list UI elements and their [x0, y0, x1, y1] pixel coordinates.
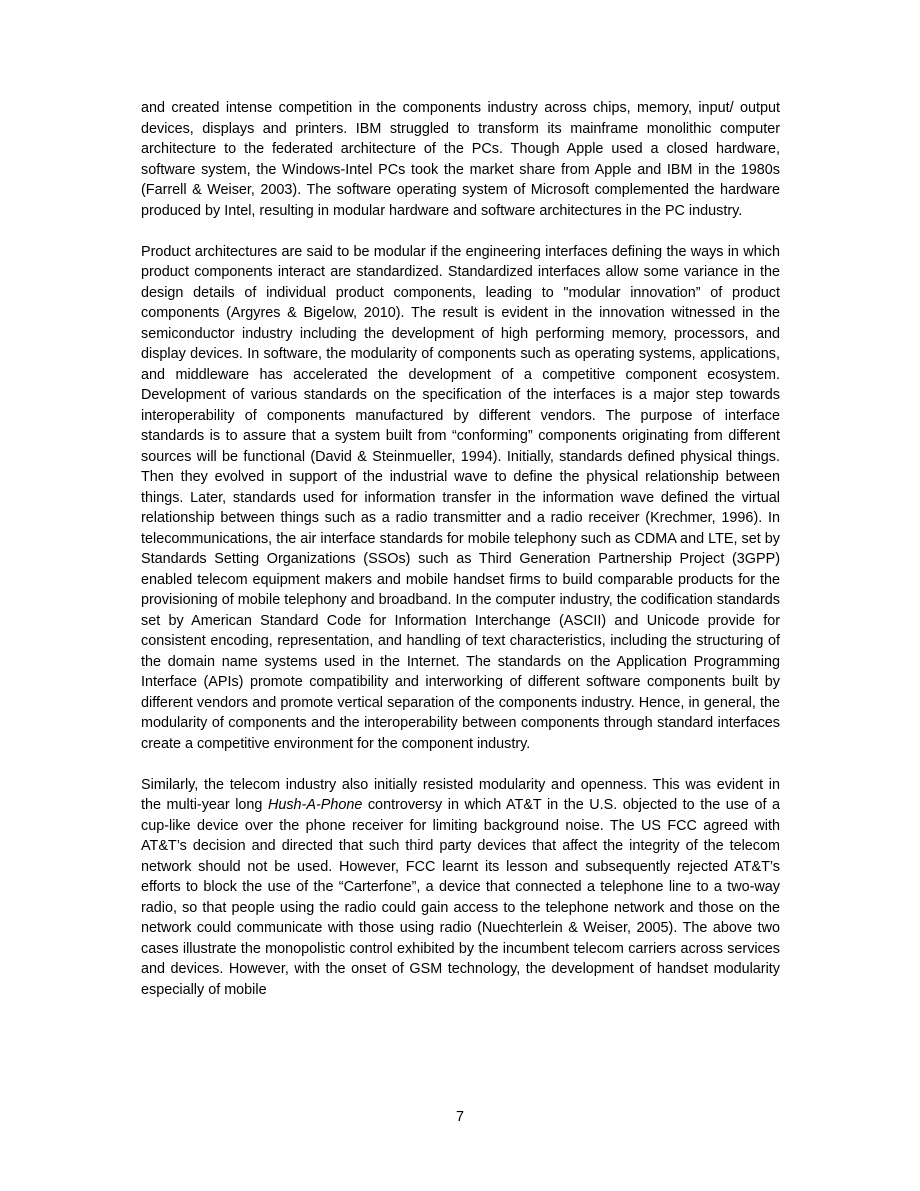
paragraph-telecom-modularity	[141, 775, 780, 1001]
paragraph-modular-architectures: Product architectures are said to be modular if the engineering interfaces defining the ways in which product components interact are standardized. Standardized interfaces allow some variance in the design details of individual product components, leading to "modular innovation” of product components (Argyres & Bigelow, 2010). The result is evident in the innovation witnessed in the semiconductor industry including the development of high performing memory, processors, and display devices. In software, the modularity of components such as operating systems, applications, and middleware has accelerated the development of a competitive component ecosystem. Development of various standards on the specification of the interfaces is a major step towards interoperability of components manufactured by different vendors. The purpose of interface standards is to assure that a system built from “conforming” components originating from different sources will be functional (David & Steinmueller, 1994). Initially, standards defined physical things. Then they evolved in support of the industrial wave to define the physical relationship between things. Later, standards used for information transfer in the information wave defined the virtual relationship between things such as a radio transmitter and a radio receiver (Krechmer, 1996). In telecommunications, the air interface standards for mobile telephony such as CDMA and LTE, set by Standards Setting Organizations (SSOs) such as Third Generation Partnership Project (3GPP) enabled telecom equipment makers and mobile handset firms to build comparable products for the provisioning of mobile telephony and broadband. In the computer industry, the codification standards set by American Standard Code for Information Interchange (ASCII) and Unicode provide for consistent encoding, representation, and handling of text characteristics, including the structuring of the domain name systems used in the Internet. The standards on the Application Programming Interface (APIs) promote compatibility and interworking of different software components built by different vendors and promote vertical separation of the components industry. Hence, in general, the modularity of components and the interoperability between components through standard interfaces create a competitive environment for the component industry.	[141, 243, 780, 752]
paragraph-pc-industry: and created intense competition in the components industry across chips, memory, input/ output devices, displays and printers. IBM struggled to transform its mainframe monolithic computer architecture to the federated architecture of the PCs. Though Apple used a closed hardware, software system, the Windows-Intel PCs took the market share from Apple and IBM in the 1980s (Farrell & Weiser, 2003). The software operating system of Microsoft complemented the hardware produced by Intel, resulting in modular hardware and software architectures in the PC industry.	[141, 100, 780, 219]
hush-a-phone-emphasis: Hush-A-Phone	[267, 797, 363, 813]
paragraph-text-after: controversy in which AT&T in the U.S. objected to the use of a cup-like device over the phone receiver for limiting background noise. The US FCC agreed with AT&T’s decision and directed that such third party devices that affect the integrity of the telecom network should not be used. However, FCC learnt its lesson and subsequently rejected AT&T’s efforts to block the use of the “Carterfone”, a device that connected a telephone line to a two-way radio, so that people using the radio could gain access to the telephone network and those on the network could communicate with those using radio (Nuechterlein & Weiser, 2005). The above two cases illustrate the monopolistic control exhibited by the incumbent telecom carriers across services and devices. However, with the onset of GSM technology, the development of handset modularity especially of mobile	[141, 797, 780, 998]
paragraph-text-before: Similarly, the telecom industry also initially resisted modularity and openness. This was evident in the multi-year long	[141, 776, 780, 813]
page-number: 7	[455, 1109, 464, 1125]
document-body	[141, 98, 780, 1021]
